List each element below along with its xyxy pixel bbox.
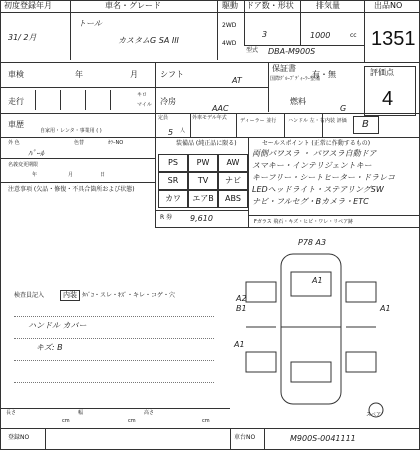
divider	[0, 182, 155, 183]
sales-point-1: 両側パワスラ ・ パワスラ自動ドア	[252, 149, 377, 158]
reg-no-label: 登録NO	[8, 434, 30, 441]
warranty-label: 保証書	[272, 64, 296, 73]
length-label: 長さ	[6, 410, 17, 416]
lot-label: 出品NO	[374, 1, 403, 10]
width-unit: cm	[128, 418, 136, 424]
doors-label: ドア数・形状	[246, 1, 294, 10]
km-label: キロ	[137, 92, 148, 98]
mark-4: B1	[236, 304, 247, 313]
car-name-label: 車名・グレード	[105, 1, 161, 10]
exterior-label: 外車モデル年式	[192, 115, 227, 121]
sales-point-2: スマキー・インテリジェントキー	[252, 161, 372, 170]
mark-2: A1	[312, 276, 323, 285]
mileage-label: 走行	[8, 97, 24, 106]
car-diagram	[236, 238, 396, 422]
divider	[230, 428, 231, 450]
mark-5: A1	[380, 304, 391, 313]
divider	[35, 90, 36, 110]
equip-navi: ナビ	[218, 172, 248, 190]
divider	[70, 0, 71, 60]
sales-point-5: ナビ・フルセグ・Bカメラ・ETC	[252, 197, 369, 206]
warranty-sub: 国際ｸﾞﾙｰﾌﾟﾃﾞｨｰﾗｰ整備	[270, 76, 321, 82]
inspection-label: 車検	[8, 70, 24, 79]
capacity-unit: 人	[180, 128, 186, 134]
divider	[244, 45, 364, 46]
divider	[236, 113, 237, 137]
drive-label: 駆動	[222, 1, 238, 10]
prev-day: 日	[100, 172, 106, 178]
header-line	[0, 12, 420, 13]
divider	[190, 113, 191, 137]
divider	[85, 90, 86, 110]
glass-label: Fガラス 飛石・キズ・ヒビ・ワレ・リペア跡	[254, 219, 354, 225]
handle-label: ハンドル 左・右	[288, 118, 325, 124]
sales-point-label: セールスポイント (正常に作動するもの)	[262, 140, 371, 147]
width-label: 幅	[78, 410, 84, 416]
inspector-options: ﾀﾊﾞｺ・スレ・ｷｽﾞ・キレ・コゲ・穴	[82, 292, 175, 299]
dealer-label: ディーラー 並行	[240, 118, 277, 124]
length-unit: cm	[62, 418, 70, 424]
recycle-value: 9,610	[190, 214, 213, 223]
score-label: 評価点	[370, 68, 394, 77]
lot-number: 1351	[371, 28, 416, 50]
model-label: 型式	[246, 47, 259, 54]
divider	[110, 90, 111, 110]
color-value: ﾊﾟｰﾙ	[28, 149, 44, 158]
divider	[264, 428, 265, 450]
car-name-value: トール	[78, 19, 102, 28]
fuel-label: 燃料	[290, 97, 306, 106]
aircon-label: 冷房	[160, 97, 176, 106]
sales-point-3: キーフリー・シートヒーター・ドラレコ	[252, 173, 395, 182]
shift-label: シフト	[160, 70, 184, 79]
displacement-value: 1000	[310, 31, 331, 40]
prev-year: 年	[32, 172, 38, 178]
divider	[45, 428, 46, 450]
divider	[0, 137, 420, 138]
ext-color-label: 外 色	[8, 140, 20, 146]
displacement-label: 排気量	[316, 1, 340, 10]
fuel-value: G	[340, 104, 347, 113]
inspector-tags	[60, 290, 175, 301]
notes-label: 注意事項 (欠品・修復・不具合箇所および状態)	[8, 186, 135, 193]
divider	[322, 113, 323, 137]
equip-ps: PS	[158, 154, 188, 172]
drive-4wd: 4WD	[222, 40, 237, 47]
chassis-label: 車台NO	[234, 434, 256, 441]
first-reg-label: 初度登録年月	[4, 1, 52, 10]
drive-2wd: 2WD	[222, 22, 237, 29]
height-label: 高さ	[144, 410, 155, 416]
prev-owner-label: 名義変更期限	[8, 162, 39, 168]
height-unit: cm	[202, 418, 210, 424]
divider	[244, 0, 245, 45]
divider	[0, 408, 230, 409]
warranty-option: 有・無	[312, 70, 336, 79]
divider	[284, 113, 285, 137]
inspector-label: 検査員記入	[14, 292, 45, 299]
divider	[155, 227, 420, 228]
divider	[300, 0, 301, 45]
equip-label: 装備品 (純正品に限る)	[176, 140, 237, 147]
color-change-label: 色替	[74, 140, 85, 146]
capacity-label: 定員	[158, 115, 169, 121]
inspection-year: 年	[75, 70, 83, 79]
equip-airbag: エアB	[188, 190, 218, 208]
interior-value: B	[362, 119, 369, 130]
score-value: 4	[382, 88, 394, 110]
divider	[60, 90, 61, 110]
divider	[0, 62, 420, 63]
note-line	[14, 338, 214, 339]
divider	[0, 158, 155, 159]
divider	[217, 0, 218, 60]
car-grade-value: カスタムG SA III	[118, 36, 179, 45]
drive-mark-value: 3	[262, 30, 268, 39]
model-code-value: DBA-M900S	[268, 47, 316, 56]
equip-aw: AW	[218, 154, 248, 172]
capacity-value: 5	[168, 128, 174, 137]
inspection-month: 月	[130, 70, 138, 79]
inspector-interior-tag: 内装	[60, 290, 80, 301]
divider	[364, 0, 365, 62]
shift-value: AT	[232, 76, 242, 85]
mile-label: マイル	[137, 102, 152, 108]
aircon-value: AAC	[212, 104, 229, 113]
prev-month: 月	[68, 172, 74, 178]
divider	[268, 62, 269, 112]
first-reg-value: 31/ 2月	[8, 33, 37, 42]
divider	[155, 210, 248, 211]
divider	[248, 215, 420, 216]
note-line	[14, 316, 214, 317]
color-no-label: ｶﾗｰNO	[108, 140, 124, 146]
note-line	[14, 382, 214, 383]
equip-leather: カワ	[158, 190, 188, 208]
mark-1: P78 A3	[298, 238, 327, 247]
mark-6: A1	[234, 340, 245, 349]
chassis-value: M900S-0041111	[290, 434, 356, 443]
equip-abs: ABS	[218, 190, 248, 208]
recycle-label: R 券	[160, 214, 173, 221]
spare-label: スペア	[366, 412, 382, 418]
note-line	[14, 360, 214, 361]
cc-label: cc	[350, 32, 357, 39]
sales-point-4: LEDヘッドライト・ステアリングSW	[252, 185, 384, 194]
divider	[0, 113, 420, 114]
equip-tv: TV	[188, 172, 218, 190]
note-1: ハンドル カバー	[28, 321, 87, 330]
history-label: 車歴	[8, 120, 24, 129]
divider	[248, 137, 249, 227]
note-2: キズ: B	[36, 343, 63, 352]
divider	[0, 428, 420, 429]
mark-3: A2	[236, 294, 247, 303]
equip-sr: SR	[158, 172, 188, 190]
divider	[0, 87, 268, 88]
interior-label: 内装 評価	[325, 118, 347, 124]
history-sub: 自家用・レンタ・事業用 ( )	[40, 128, 102, 134]
equip-pw: PW	[188, 154, 218, 172]
divider	[155, 137, 156, 227]
